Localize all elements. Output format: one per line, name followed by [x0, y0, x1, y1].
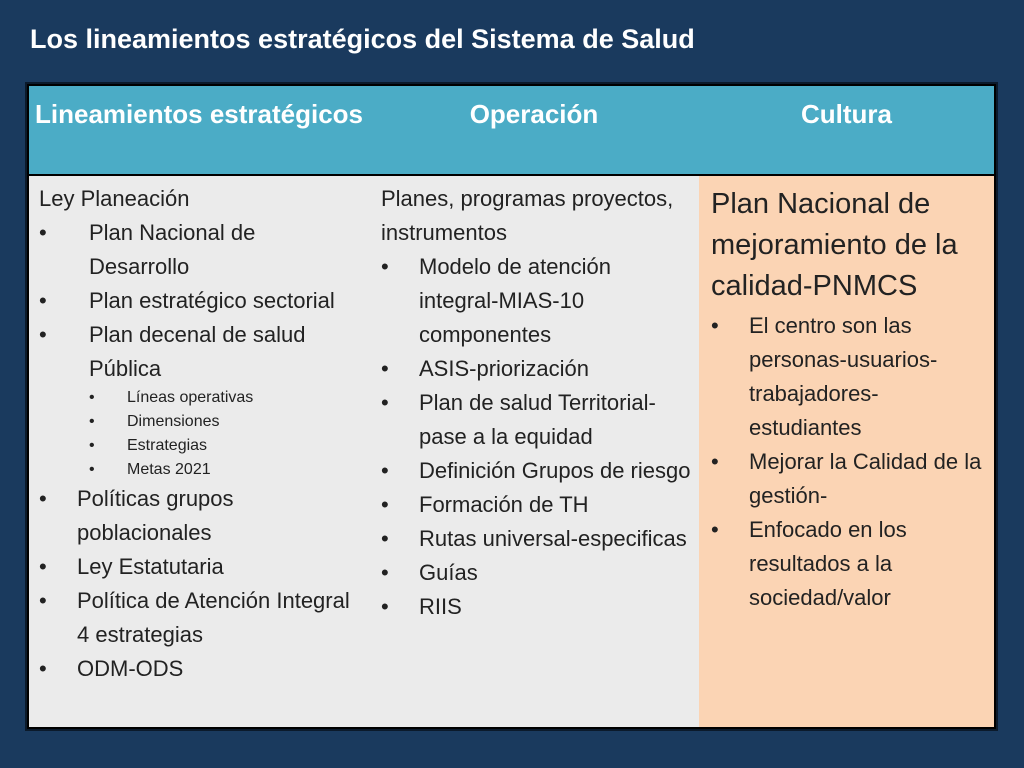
sub-list-item: • Metas 2021	[89, 458, 359, 482]
list-item: • Plan Nacional de Desarrollo	[39, 216, 359, 284]
strategy-table	[25, 82, 998, 731]
cell-cultura	[699, 176, 994, 727]
list-item	[39, 318, 359, 386]
sub-list-item: • Dimensiones	[89, 410, 359, 434]
col1-intro: Ley Planeación	[39, 186, 190, 211]
list-item: • Formación de TH	[381, 488, 691, 522]
list-item-label: Plan decenal de salud Pública	[89, 322, 306, 381]
slide-title: Los lineamientos estratégicos del Sistema de Salud	[30, 24, 695, 54]
list-item: • Ley Estatutaria	[39, 550, 359, 584]
list-item: • Plan de salud Territorial-pase a la equidad	[381, 386, 691, 454]
list-item: • Mejorar la Calidad de la gestión-	[711, 445, 986, 513]
list-item: • Guías	[381, 556, 691, 590]
cell-operacion	[369, 176, 699, 727]
list-item: • Modelo de atención integral-MIAS-10 componentes	[381, 250, 691, 352]
list-item: • ODM-ODS	[39, 652, 359, 686]
table-header-row	[29, 86, 994, 174]
sub-list-item: • Líneas operativas	[89, 386, 359, 410]
header-cultura: Cultura	[801, 99, 892, 129]
header-lineamientos: Lineamientos estratégicos	[35, 99, 363, 129]
cell-lineamientos	[29, 176, 369, 727]
list-item: • Rutas universal-especificas	[381, 522, 691, 556]
col2-intro: Planes, programas proyectos, instrumentos	[381, 186, 674, 245]
header-operacion: Operación	[469, 99, 599, 129]
list-item: • Política de Atención Integral 4 estrategias	[39, 584, 359, 652]
sub-list-item: • Estrategias	[89, 434, 359, 458]
list-item: • ASIS-priorización	[381, 352, 691, 386]
list-item: • Enfocado en los resultados a la sociedad/valor	[711, 513, 986, 615]
list-item: • Políticas grupos poblacionales	[39, 482, 359, 550]
list-item: • El centro son las personas-usuarios-trabajadores-estudiantes	[711, 309, 986, 445]
list-item: • Plan estratégico sectorial	[39, 284, 359, 318]
list-item: • Definición Grupos de riesgo	[381, 454, 691, 488]
list-item: • RIIS	[381, 590, 691, 624]
col3-heading: Plan Nacional de mejoramiento de la calidad-PNMCS	[711, 188, 958, 302]
table-body-row	[29, 176, 994, 727]
